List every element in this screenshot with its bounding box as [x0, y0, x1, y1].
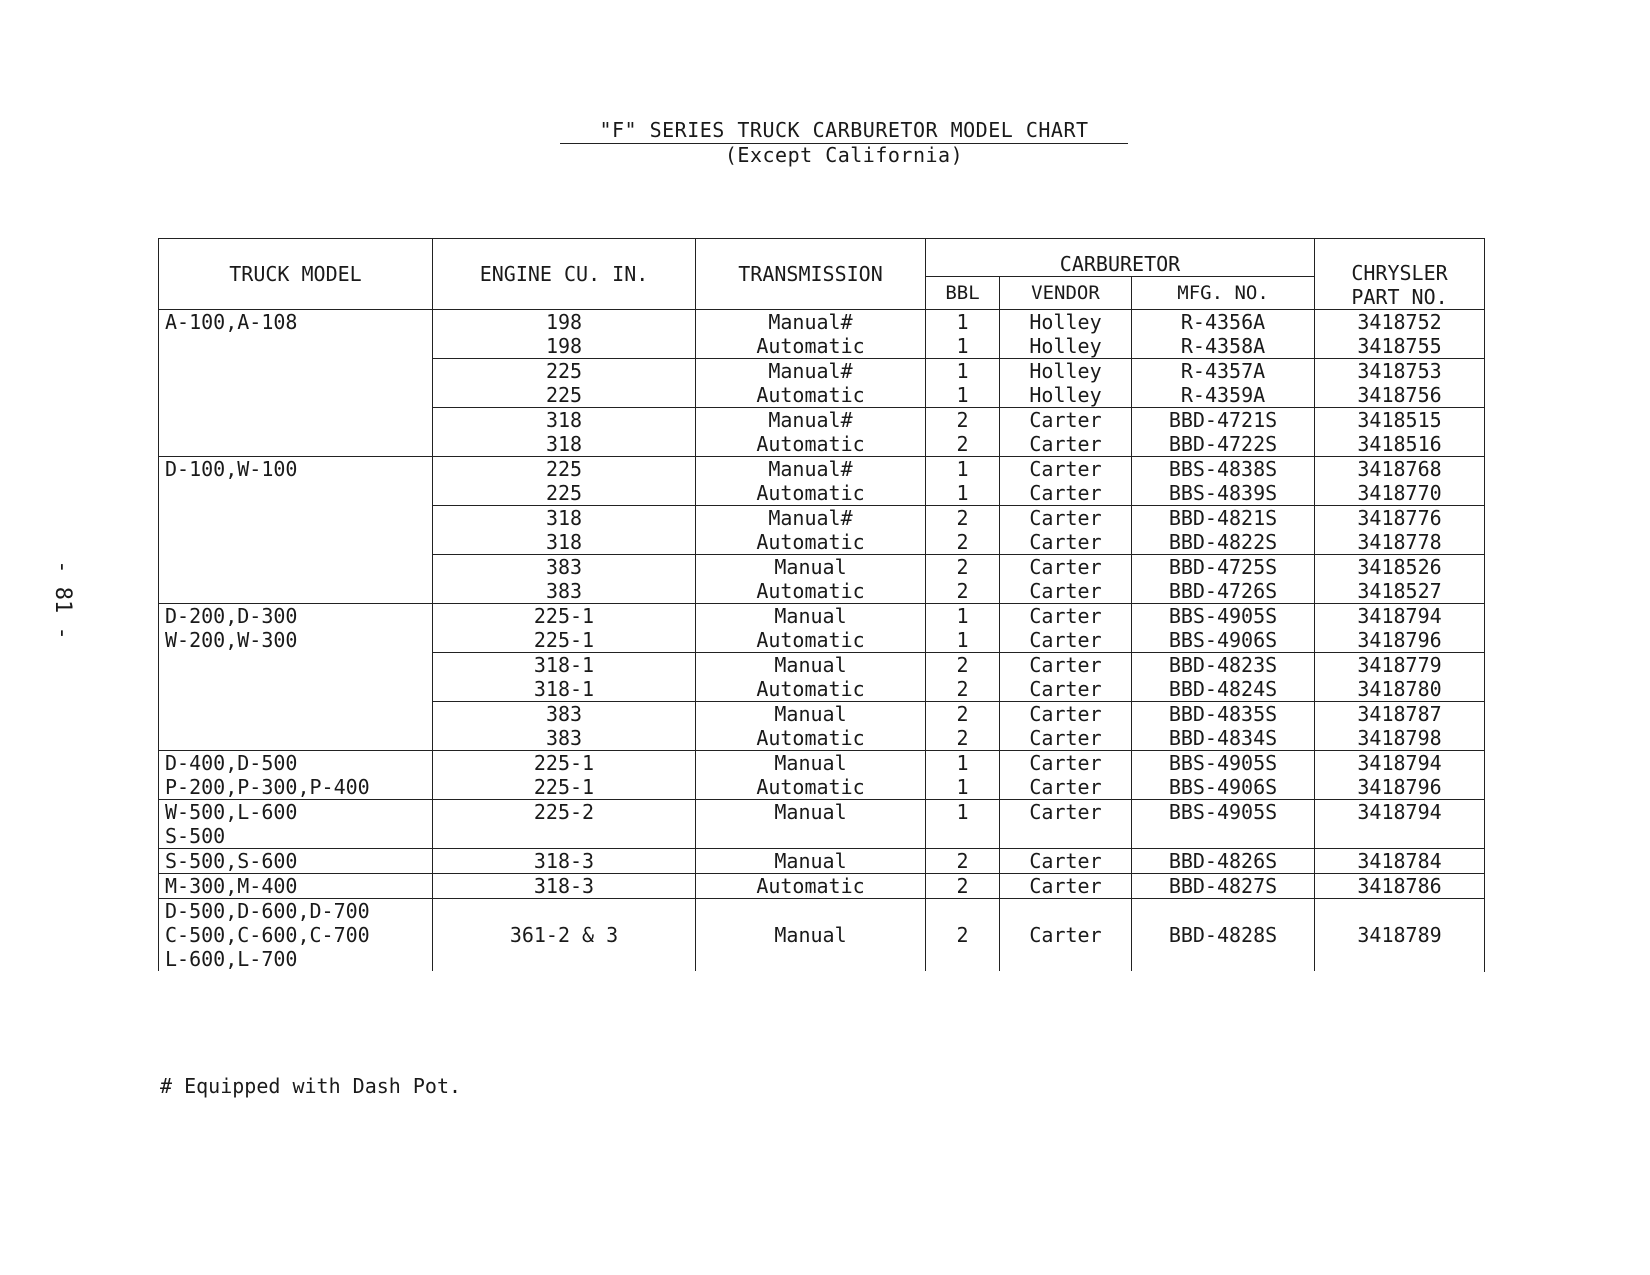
- truck-model-line: W-200,W-300: [165, 628, 298, 652]
- mfg-no-cell: BBD-4827S: [1132, 874, 1315, 899]
- page-number: - 81 -: [50, 560, 76, 640]
- vendor-cell: Carter: [1000, 800, 1132, 849]
- truck-model-line: D-500,D-600,D-700: [165, 899, 370, 923]
- vendor-cell: Carter: [1000, 702, 1132, 727]
- bbl-cell: 2: [926, 506, 1000, 531]
- vendor-cell: Holley: [1000, 359, 1132, 384]
- transmission-cell: Manual: [696, 702, 926, 727]
- carburetor-table: [158, 238, 1485, 972]
- transmission-cell: Manual: [696, 555, 926, 580]
- engine-cell: 198: [433, 310, 696, 335]
- bbl-cell: 2: [926, 653, 1000, 678]
- bbl-cell: 2: [926, 874, 1000, 899]
- mfg-no-cell: BBD-4725S: [1132, 555, 1315, 580]
- transmission-cell: Manual: [696, 751, 926, 776]
- engine-cell: 225-1: [433, 775, 696, 800]
- table-row: [159, 310, 1485, 335]
- mfg-no-cell: BBD-4826S: [1132, 849, 1315, 874]
- footnote: # Equipped with Dash Pot.: [160, 1074, 462, 1098]
- truck-model-line: W-500,L-600: [165, 800, 298, 824]
- engine-cell: 318: [433, 408, 696, 433]
- truck-model-cell: [159, 310, 433, 457]
- engine-cell: 361-2 & 3: [433, 899, 696, 972]
- bbl-cell: 1: [926, 457, 1000, 482]
- header-chrysler-line2: PART NO.: [1351, 285, 1448, 309]
- transmission-cell: Automatic: [696, 530, 926, 555]
- bbl-cell: 2: [926, 849, 1000, 874]
- transmission-cell: Automatic: [696, 726, 926, 751]
- vendor-cell: Carter: [1000, 506, 1132, 531]
- table-body: [159, 310, 1485, 972]
- mfg-no-cell: BBD-4726S: [1132, 579, 1315, 604]
- mfg-no-cell: BBD-4824S: [1132, 677, 1315, 702]
- transmission-cell: Manual: [696, 899, 926, 972]
- vendor-cell: Carter: [1000, 530, 1132, 555]
- vendor-cell: Carter: [1000, 408, 1132, 433]
- engine-cell: 318: [433, 432, 696, 457]
- mfg-no-cell: BBS-4838S: [1132, 457, 1315, 482]
- vendor-cell: Carter: [1000, 849, 1132, 874]
- table-row: [159, 604, 1485, 629]
- part-no-cell: 3418526: [1315, 555, 1485, 580]
- part-no-cell: 3418756: [1315, 383, 1485, 408]
- vendor-cell: Carter: [1000, 874, 1132, 899]
- mfg-no-cell: BBS-4906S: [1132, 628, 1315, 653]
- bbl-cell: 2: [926, 432, 1000, 457]
- vendor-cell: Carter: [1000, 555, 1132, 580]
- engine-cell: 225: [433, 457, 696, 482]
- mfg-no-cell: BBD-4722S: [1132, 432, 1315, 457]
- transmission-cell: Automatic: [696, 677, 926, 702]
- engine-cell: 225: [433, 383, 696, 408]
- part-no-cell: 3418789: [1315, 899, 1485, 972]
- transmission-cell: Manual: [696, 604, 926, 629]
- table-row: [159, 751, 1485, 776]
- part-no-cell: 3418796: [1315, 628, 1485, 653]
- bbl-cell: 2: [926, 677, 1000, 702]
- transmission-cell: Manual: [696, 653, 926, 678]
- bbl-cell: 1: [926, 628, 1000, 653]
- header-engine: ENGINE CU. IN.: [433, 239, 696, 310]
- engine-cell: 225-2: [433, 800, 696, 849]
- part-no-cell: 3418786: [1315, 874, 1485, 899]
- mfg-no-cell: BBS-4839S: [1132, 481, 1315, 506]
- mfg-no-cell: R-4356A: [1132, 310, 1315, 335]
- part-no-cell: 3418776: [1315, 506, 1485, 531]
- mfg-no-cell: BBD-4821S: [1132, 506, 1315, 531]
- vendor-cell: Carter: [1000, 775, 1132, 800]
- mfg-no-cell: R-4359A: [1132, 383, 1315, 408]
- engine-cell: 318-1: [433, 677, 696, 702]
- part-no-cell: 3418515: [1315, 408, 1485, 433]
- mfg-no-cell: R-4357A: [1132, 359, 1315, 384]
- transmission-cell: Manual#: [696, 359, 926, 384]
- mfg-no-cell: BBS-4905S: [1132, 800, 1315, 849]
- transmission-cell: Automatic: [696, 775, 926, 800]
- truck-model-cell: [159, 751, 433, 800]
- engine-cell: 383: [433, 555, 696, 580]
- bbl-cell: 2: [926, 899, 1000, 972]
- truck-model-line: C-500,C-600,C-700: [165, 923, 370, 947]
- part-no-cell: 3418796: [1315, 775, 1485, 800]
- table-row: [159, 457, 1485, 482]
- truck-model-line: L-600,L-700: [165, 947, 298, 971]
- header-truck-model: TRUCK MODEL: [159, 239, 433, 310]
- vendor-cell: Carter: [1000, 432, 1132, 457]
- engine-cell: 225-1: [433, 628, 696, 653]
- part-no-cell: 3418798: [1315, 726, 1485, 751]
- transmission-cell: Automatic: [696, 334, 926, 359]
- bbl-cell: 1: [926, 775, 1000, 800]
- truck-model-line: P-200,P-300,P-400: [165, 775, 370, 799]
- engine-cell: 383: [433, 726, 696, 751]
- vendor-cell: Carter: [1000, 604, 1132, 629]
- header-transmission: TRANSMISSION: [696, 239, 926, 310]
- mfg-no-cell: BBD-4828S: [1132, 899, 1315, 972]
- bbl-cell: 1: [926, 481, 1000, 506]
- mfg-no-cell: BBS-4905S: [1132, 751, 1315, 776]
- part-no-cell: 3418787: [1315, 702, 1485, 727]
- part-no-cell: 3418516: [1315, 432, 1485, 457]
- bbl-cell: 1: [926, 751, 1000, 776]
- truck-model-line: D-100,W-100: [165, 457, 298, 481]
- vendor-cell: Carter: [1000, 579, 1132, 604]
- header-mfg-no: MFG. NO.: [1132, 277, 1315, 310]
- chart-title: "F" SERIES TRUCK CARBURETOR MODEL CHART: [560, 118, 1128, 144]
- transmission-cell: Automatic: [696, 432, 926, 457]
- part-no-cell: 3418527: [1315, 579, 1485, 604]
- bbl-cell: 2: [926, 555, 1000, 580]
- engine-cell: 318: [433, 506, 696, 531]
- truck-model-line: D-400,D-500: [165, 751, 298, 775]
- table-row: [159, 874, 1485, 899]
- vendor-cell: Carter: [1000, 481, 1132, 506]
- engine-cell: 318-3: [433, 849, 696, 874]
- truck-model-cell: [159, 899, 433, 972]
- transmission-cell: Automatic: [696, 383, 926, 408]
- part-no-cell: 3418794: [1315, 604, 1485, 629]
- engine-cell: 383: [433, 702, 696, 727]
- vendor-cell: Holley: [1000, 383, 1132, 408]
- mfg-no-cell: BBD-4822S: [1132, 530, 1315, 555]
- vendor-cell: Holley: [1000, 334, 1132, 359]
- vendor-cell: Carter: [1000, 628, 1132, 653]
- bbl-cell: 2: [926, 726, 1000, 751]
- transmission-cell: Automatic: [696, 579, 926, 604]
- bbl-cell: 2: [926, 530, 1000, 555]
- truck-model-line: A-100,A-108: [165, 310, 298, 334]
- vendor-cell: Carter: [1000, 457, 1132, 482]
- vendor-cell: Carter: [1000, 653, 1132, 678]
- transmission-cell: Automatic: [696, 874, 926, 899]
- header-chrysler-line1: CHRYSLER: [1351, 261, 1448, 285]
- transmission-cell: Manual#: [696, 506, 926, 531]
- engine-cell: 318-3: [433, 874, 696, 899]
- header-vendor: VENDOR: [1000, 277, 1132, 310]
- bbl-cell: 2: [926, 408, 1000, 433]
- engine-cell: 225: [433, 359, 696, 384]
- chart-subtitle: (Except California): [724, 143, 964, 167]
- mfg-no-cell: BBS-4905S: [1132, 604, 1315, 629]
- truck-model-line: M-300,M-400: [165, 874, 298, 898]
- engine-cell: 198: [433, 334, 696, 359]
- header-chrysler-part: [1315, 239, 1485, 310]
- mfg-no-cell: R-4358A: [1132, 334, 1315, 359]
- part-no-cell: 3418752: [1315, 310, 1485, 335]
- transmission-cell: Automatic: [696, 481, 926, 506]
- bbl-cell: 2: [926, 702, 1000, 727]
- truck-model-cell: [159, 849, 433, 874]
- vendor-cell: Carter: [1000, 899, 1132, 972]
- bbl-cell: 1: [926, 604, 1000, 629]
- part-no-cell: 3418780: [1315, 677, 1485, 702]
- truck-model-line: S-500: [165, 824, 226, 848]
- mfg-no-cell: BBD-4721S: [1132, 408, 1315, 433]
- transmission-cell: Manual#: [696, 457, 926, 482]
- vendor-cell: Carter: [1000, 726, 1132, 751]
- mfg-no-cell: BBD-4834S: [1132, 726, 1315, 751]
- bbl-cell: 2: [926, 579, 1000, 604]
- truck-model-line: D-200,D-300: [165, 604, 298, 628]
- engine-cell: 318: [433, 530, 696, 555]
- part-no-cell: 3418755: [1315, 334, 1485, 359]
- part-no-cell: 3418779: [1315, 653, 1485, 678]
- mfg-no-cell: BBS-4906S: [1132, 775, 1315, 800]
- bbl-cell: 1: [926, 383, 1000, 408]
- vendor-cell: Carter: [1000, 677, 1132, 702]
- header-carburetor: CARBURETOR: [926, 239, 1315, 277]
- transmission-cell: Manual#: [696, 310, 926, 335]
- transmission-cell: Manual#: [696, 408, 926, 433]
- part-no-cell: 3418768: [1315, 457, 1485, 482]
- bbl-cell: 1: [926, 310, 1000, 335]
- engine-cell: 383: [433, 579, 696, 604]
- truck-model-cell: [159, 800, 433, 849]
- part-no-cell: 3418770: [1315, 481, 1485, 506]
- bbl-cell: 1: [926, 800, 1000, 849]
- transmission-cell: Manual: [696, 849, 926, 874]
- part-no-cell: 3418784: [1315, 849, 1485, 874]
- engine-cell: 318-1: [433, 653, 696, 678]
- mfg-no-cell: BBD-4823S: [1132, 653, 1315, 678]
- truck-model-line: S-500,S-600: [165, 849, 298, 873]
- truck-model-cell: [159, 874, 433, 899]
- part-no-cell: 3418778: [1315, 530, 1485, 555]
- transmission-cell: Automatic: [696, 628, 926, 653]
- bbl-cell: 1: [926, 334, 1000, 359]
- vendor-cell: Holley: [1000, 310, 1132, 335]
- mfg-no-cell: BBD-4835S: [1132, 702, 1315, 727]
- vendor-cell: Carter: [1000, 751, 1132, 776]
- part-no-cell: 3418794: [1315, 751, 1485, 776]
- bbl-cell: 1: [926, 359, 1000, 384]
- table-row: [159, 849, 1485, 874]
- engine-cell: 225-1: [433, 604, 696, 629]
- part-no-cell: 3418794: [1315, 800, 1485, 849]
- transmission-cell: Manual: [696, 800, 926, 849]
- truck-model-cell: [159, 457, 433, 604]
- engine-cell: 225-1: [433, 751, 696, 776]
- part-no-cell: 3418753: [1315, 359, 1485, 384]
- header-bbl: BBL: [926, 277, 1000, 310]
- engine-cell: 225: [433, 481, 696, 506]
- truck-model-cell: [159, 604, 433, 751]
